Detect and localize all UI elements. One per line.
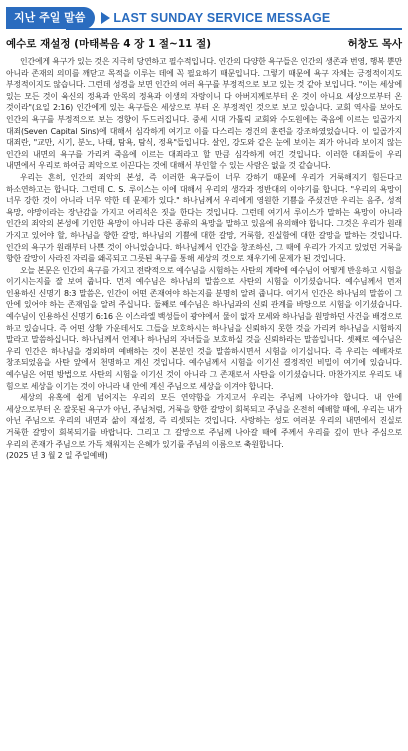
preacher-name: 허창도 목사 bbox=[347, 38, 402, 50]
sermon-title: 예수로 재설정 (마태복음 4 장 1 절~11 절) bbox=[6, 38, 212, 50]
paragraph: 우리는 흔히, 인간의 죄악의 본성, 즉 이러한 욕구들이 너무 강하기 때문에 우리가 거룩해지기 힘든다고 하소연하고는 합니다. 그런데 C. S. 루이스는 이에 대해서 우리의 생각과 정반대의 이야기를 합니다. "우리의 욕망이 너무 강한 것이 아니라 너무 약한 데 문제가 있다." 하나님께서 우리에게 영원한 기쁨을 주셨건만 우리는 음주, 성적 욕망, 야망이라는 장난감을 가지고 어리석은 짓을 한다는 것입니다. 그런데 여기서 루이스가 말하는 욕망이 아니라 인간의 죄악의 본성에 기인한 욕망이 아니라 다른 종류의 욕망을 말하고 있음에 유의해야 합니다. 그것은 우리가 원래 가지고 있어야 할, 하나님을 향한 갈망, 하나님의 기쁨에 대한 갈망, 거룩함, 진실함에 대한 갈망을 말하는 것입니다. 인간의 욕구가 원래부터 나쁜 것이 아니었습니다. 하나님께서 인간을 창조하신, 그 때에 우리가 가지고 있었던 거룩을 향한 갈망이 사라진 자리를 왜곡되고 그릇된 욕구를 통해 세상의 것으로 채우기에 문제가 된 것입니다. bbox=[6, 172, 402, 264]
header-rule bbox=[66, 28, 402, 30]
service-date: (2025 년 3 월 2 일 주일예배) bbox=[6, 451, 108, 461]
section-title: LAST SUNDAY SERVICE MESSAGE bbox=[113, 11, 331, 25]
paragraph: 세상의 유혹에 쉽게 넘어지는 우리의 모든 연약함을 가지고서 우리는 주님께 나아가야 합니다. 내 안에 세상으로부터 온 잘못된 욕구가 아닌, 주님처럼, 거룩을 향한 갈망이 회복되고 주님을 온전히 예배할 때에, 우리는 내가 아닌 주님으로 우리의 내면과 삶이 재설정, 즉 리셋되는 것입니다. 사랑하는 성도 여러분 우리의 내면에서 진실로 거룩한 갈망이 회복되기를 바랍니다. 그리고 그 갈망으로 주님께 나아갈 때에 주께서 우리를 깊이 만나 주심으로 우리의 존재가 주님으로 가득 채워지는 은혜가 있기를 주님의 이름으로 축원합니다. bbox=[6, 393, 402, 449]
sermon-title-row bbox=[6, 36, 402, 51]
arrow-right-icon bbox=[101, 12, 110, 24]
section-badge: 지난 주일 말씀 bbox=[6, 7, 95, 29]
section-header bbox=[6, 6, 402, 30]
paragraph: 인간에게 욕구가 있는 것은 지극히 당연하고 필수적입니다. 인간의 다양한 욕구들은 인간의 생존과 번영, 행복 뿐만 아니라 존재의 의미를 깨닫고 목적을 이루는 데에 꼭 필요하기 때문입니다. 그렇기 때문에 욕구 자체는 긍정적이지도 부정적이지도 않습니다. 그런데 성경을 보면 인간의 여러 욕구를 부정적으로 보고 있는 것 같아 보입니다. "이는 세상에 있는 모든 것이 육신의 정욕과 안목의 정욕과 이생의 자랑이니 다 아버지께로부터 온 것이 아니요 세상으로부터 온 것이라"(요일 2:16) 인간에게 있는 욕구들은 세상으로 부터 온 부정적인 것으로 보고 있습니다. 교회 역사를 보아도 인간의 욕구를 부정적으로 보는 경향이 두드러집니다. 중세 시대 가톨릭 교회와 수도원에는 죽음에 이르는 일곱가지 대죄(Seven Capital Sins)에 대해서 심각하게 여기고 이를 다스리는 경건의 훈련을 강조하였었습니다. 이 일곱가지 대죄란, "교만, 시기, 분노, 나태, 탐욕, 탐식, 정욕"들입니다. 살인, 강도와 같은 눈에 보이는 죄가 아니라 보이지 않는 인간의 내면의 욕구를 가리켜 죽음에 이르는 대죄라고 할 만큼 심각하게 여긴 것입니다. 이러한 대죄들이 우리 내면에서 우리로 하여금 죄악으로 이끈다는 것에 대해서 부인할 수 있는 사람은 없을 것 같습니다. bbox=[6, 57, 402, 171]
paragraph: 오늘 본문은 인간의 욕구를 가지고 전략적으로 예수님을 시험하는 사탄의 계략에 예수님이 어떻게 반응하고 시험을 이기시는지를 잘 보여 줍니다. 먼저 예수님은 하나님의 말씀으로 사탄의 시험을 이기셨습니다. 예수님께서 먼저 인용하신 신명기 8:3 말씀은, 인간이 어떤 존재여야 하는지를 분명히 알려 줍니다. 여기서 인간은 하나님의 말씀이 그 안에 있어야 하는 존재임을 알려 주십니다. 둘째로 예수님은 하나님과의 신뢰 관계를 바탕으로 시험을 이기셨습니다. 예수님이 인용하신 신명기 6:16 은 이스라엘 백성들이 광야에서 물이 없자 모세와 하나님을 원망하던 사건을 배경으로 하고 있습니다. 즉 어떤 상황 가운데서도 그들을 보호하시는 하나님을 신뢰하지 못한 것을 가리켜 하나님을 시험하지 말라고 말씀하십니다. 하나님께서 언제나 하나님의 자녀들을 보호하실 것을 신뢰하라는 말씀입니다. 셋째로 예수님은 우리 인간은 하나님을 경외하며 예배하는 것이 본분인 것을 말씀하시면서 시험을 이기십니다. 즉 우리는 예배자로 창조되었음을 사탄 앞에서 천명하고 계신 것입니다. 예수님께서 시험을 이기신 결정적인 비밀이 여기에 있습니다. 예수님은 어떤 방법으로 사탄의 시험을 이기신 것이 아니라 그 존재로서 사탄을 이기셨습니다. 마찬가지로 우리도 내 힘으로 세상을 이기는 것이 아니라 내 안에 계신 주님으로 세상을 이겨야 합니다. bbox=[6, 265, 402, 391]
sermon-body bbox=[6, 56, 402, 462]
